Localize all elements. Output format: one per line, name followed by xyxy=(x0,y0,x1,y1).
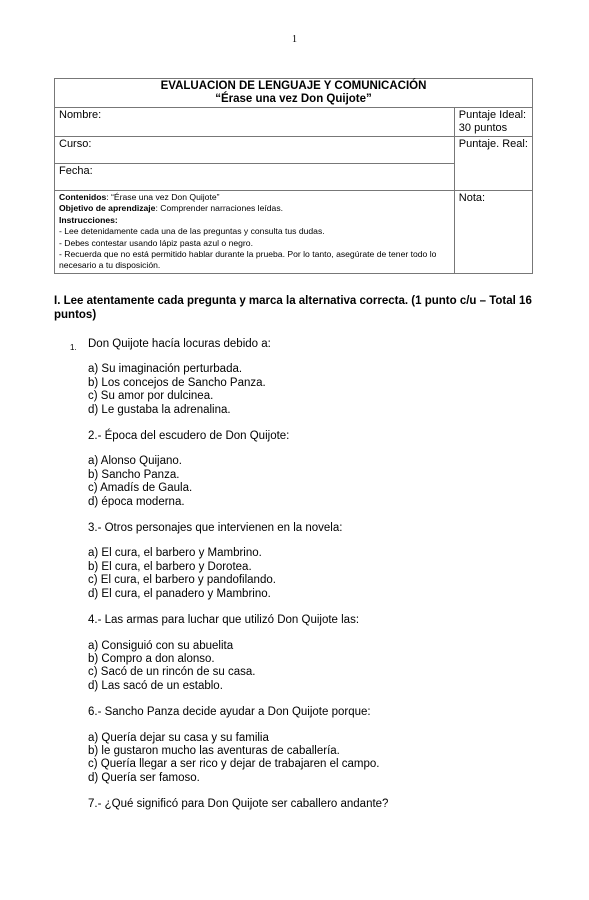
option-a[interactable]: a) Su imaginación perturbada. xyxy=(88,363,243,376)
options-q4 xyxy=(88,640,538,694)
contenidos-label: Contenidos xyxy=(59,192,107,202)
instrucciones-label: Instrucciones: xyxy=(59,214,118,225)
instruccion-item: - Lee detenidamente cada una de las preguntas y consulta tus dudas. xyxy=(59,226,325,237)
options-q3 xyxy=(88,547,538,601)
puntaje-ideal-value: 30 puntos xyxy=(458,122,508,134)
questions-list xyxy=(70,338,538,824)
instruccion-item: - Recuerda que no está permitido hablar durante la prueba. Por lo tanto, asegúrate de tener todo lo necesario a tu disposición. xyxy=(59,249,437,271)
question-text: Don Quijote hacía locuras debido a: xyxy=(88,338,271,350)
objetivo-value: : Comprender narraciones leídas. xyxy=(155,203,284,214)
question-6: 6.- Sancho Panza decide ayudar a Don Quijote porque: xyxy=(88,706,371,719)
options-q1 xyxy=(88,363,538,417)
option-a[interactable]: a) Alonso Quijano. xyxy=(88,455,182,468)
info-cell xyxy=(55,191,455,274)
option-b[interactable]: b) Compro a don alonso. xyxy=(88,652,215,665)
options-q6 xyxy=(88,732,538,786)
puntaje-real-cell[interactable] xyxy=(454,137,532,191)
option-d[interactable]: d) Le gustaba la adrenalina. xyxy=(88,403,231,416)
contenidos-line xyxy=(59,192,450,203)
option-c[interactable]: c) Amadís de Gaula. xyxy=(88,482,193,495)
nombre-label: Nombre: xyxy=(59,109,102,121)
nota-cell[interactable] xyxy=(454,191,532,274)
question-number: 1. xyxy=(70,343,77,352)
option-a[interactable]: a) Consiguió con su abuelita xyxy=(88,639,234,652)
nota-label: Nota: xyxy=(458,192,486,204)
question-3: 3.- Otros personajes que intervienen en la novela: xyxy=(88,522,343,535)
option-d[interactable]: d) El cura, el panadero y Mambrino. xyxy=(88,587,271,600)
option-b[interactable]: b) le gustaron mucho las aventuras de caballería. xyxy=(88,744,340,757)
puntaje-ideal-cell xyxy=(454,108,532,137)
options-q2 xyxy=(88,455,538,509)
objetivo-label: Objetivo de aprendizaje xyxy=(59,203,156,214)
option-a[interactable]: a) Quería dejar su casa y su familia xyxy=(88,731,269,744)
question-1 xyxy=(70,338,538,352)
title-cell xyxy=(55,79,533,108)
question-2: 2.- Época del escudero de Don Quijote: xyxy=(88,430,290,443)
instruccion-item: - Debes contestar usando lápiz pasta azul o negro. xyxy=(59,237,253,248)
curso-cell[interactable] xyxy=(55,137,455,164)
option-b[interactable]: b) El cura, el barbero y Dorotea. xyxy=(88,560,252,573)
question-7: 7.- ¿Qué significó para Don Quijote ser caballero andante? xyxy=(88,798,389,811)
section-title: I. Lee atentamente cada pregunta y marca la alternativa correcta. (1 punto c/u – Total 16 puntos) xyxy=(54,295,532,321)
option-c[interactable]: c) Su amor por dulcinea. xyxy=(88,390,214,403)
option-c[interactable]: c) El cura, el barbero y pandofilando. xyxy=(88,574,276,587)
option-d[interactable]: d) Quería ser famoso. xyxy=(88,771,200,784)
document-title: EVALUACION DE LENGUAJE Y COMUNICACIÓN xyxy=(160,80,427,92)
option-d[interactable]: d) Las sacó de un establo. xyxy=(88,679,223,692)
option-b[interactable]: b) Sancho Panza. xyxy=(88,468,180,481)
objetivo-line xyxy=(59,203,450,214)
fecha-label: Fecha: xyxy=(59,165,93,177)
fecha-cell[interactable] xyxy=(55,164,455,191)
option-b[interactable]: b) Los concejos de Sancho Panza. xyxy=(88,376,266,389)
page-number: 1 xyxy=(292,34,297,45)
nombre-cell[interactable] xyxy=(55,108,455,137)
header-table xyxy=(54,78,533,274)
curso-label: Curso: xyxy=(59,138,92,150)
puntaje-ideal-label: Puntaje Ideal: xyxy=(458,109,527,121)
document-subtitle: “Érase una vez Don Quijote” xyxy=(215,93,372,105)
option-c[interactable]: c) Sacó de un rincón de su casa. xyxy=(88,666,256,679)
option-a[interactable]: a) El cura, el barbero y Mambrino. xyxy=(88,547,262,560)
puntaje-real-label: Puntaje. Real: xyxy=(458,138,528,150)
option-d[interactable]: d) época moderna. xyxy=(88,495,185,508)
question-4: 4.- Las armas para luchar que utilizó Don Quijote las: xyxy=(88,614,360,627)
option-c[interactable]: c) Quería llegar a ser rico y dejar de trabajaren el campo. xyxy=(88,758,380,771)
contenidos-value: : “Érase una vez Don Quijote” xyxy=(106,192,220,202)
